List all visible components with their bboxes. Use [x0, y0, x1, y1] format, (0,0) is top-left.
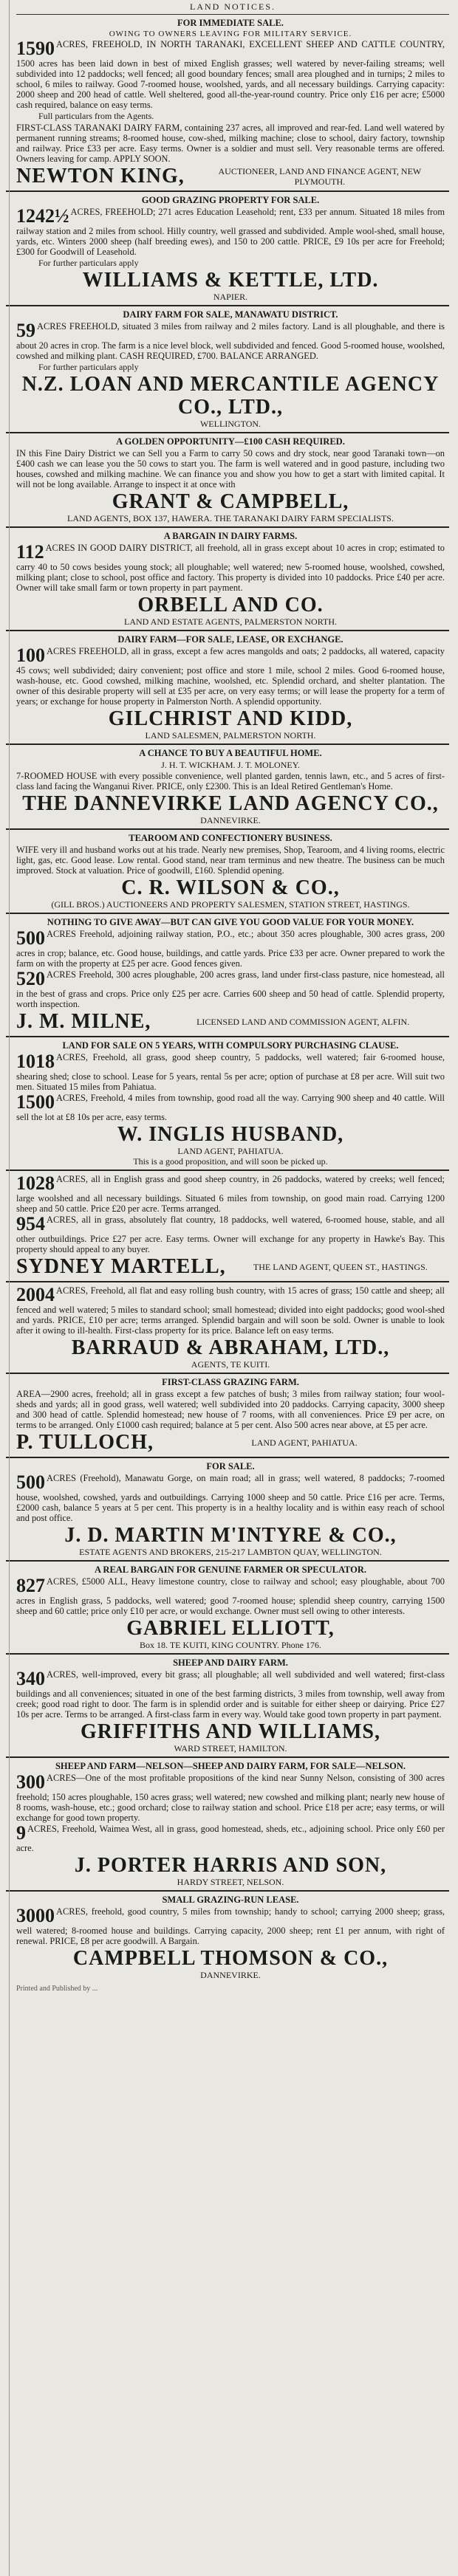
ad-body [16, 543, 445, 593]
advertisement [6, 528, 449, 631]
ad-body [16, 1576, 445, 1616]
agent-name: GRANT & CAMPBELL, [112, 490, 349, 513]
acreage-figure: 9 [16, 1822, 26, 1844]
ad-body [16, 1389, 445, 1430]
acreage-figure: 1018 [16, 1051, 55, 1072]
ad-extra-text: This is a good proposition, and will soon be picked up. [133, 1156, 328, 1167]
ad-body-text: ACRES, all in grass, absolutely flat country, 18 paddocks, well watered, 6-roomed house, stable, and all other outbuildings. Price £27 per acre. Easy terms. Owner will exchange for any property in Hawke's Bay. This property should appeal to any buyer. [16, 1215, 445, 1254]
advertisement [6, 1562, 449, 1655]
ad-heading: NOTHING TO GIVE AWAY—BUT CAN GIVE YOU GOOD VALUE FOR YOUR MONEY. [47, 917, 414, 927]
ad-body-text: AREA—2900 acres, freehold; all in grass except a few patches of bush; 3 miles from railway station; four wool-sheds and yards; all in good grass, well watered; well subdivided into 20 paddocks. Carrying capacity, 3000 sheep and 300 head of cattle. Splendid homestead; new house of 7 rooms, with all conveniences. Price £9 per acre, on terms to be arranged. Only £1000 cash required; balance at 5 per cent. Also 500 acres near above, at £5 per acre. [16, 1389, 445, 1430]
ad-body-text: ACRES, FREEHOLD; 271 acres Education Leasehold; rent, £33 per annum. Situated 18 miles from railway station and 2 miles from school. Hilly country, well grassed and subdivided. Ample wool-shed, small house, yards, etc. Winters 2000 sheep (half breeding ewes), and 150 to 200 cattle. PRICE, £9 10s per acre for Freehold; £300 for Goodwill of Leasehold. [16, 207, 445, 257]
ad-body-text: ACRES, Freehold, 4 miles from township, good road all the way. Carrying 900 sheep and 40 cattle. Will sell the lot at £8 10s per acre, easy terms. [16, 1093, 445, 1122]
agent-name: C. R. WILSON & CO., [121, 876, 340, 899]
agent-address: HARDY STREET, NELSON. [177, 1877, 284, 1887]
ad-body-text: IN this Fine Dairy District we can Sell you a Farm to carry 50 cows and dry stock, near good Taranaki town—on £400 cash we can lease you the 50 cows to start you. The farm is well watered and in good pasture, including two houses, cowshed and milking machine. We can finance you and show you how to get a start with limited capital. It will not be long available. Arrange to inspect it at once with [16, 448, 445, 490]
agent-address: AGENTS, TE KUITI. [191, 1359, 270, 1370]
agent-address: WARD STREET, HAMILTON. [174, 1743, 287, 1754]
ad-body-text: ACRES Freehold, 300 acres ploughable, 200 acres grass, land under first-class pasture, nice homestead, all in the best of grass and crops. Price only £25 per acre. Carries 600 sheep and 50 head of cattle. Splendid property, worth inspection. [16, 969, 445, 1009]
apply-line: For further particulars apply [38, 362, 139, 372]
footer-imprint: Printed and Published by ... [16, 1985, 98, 1993]
agent-name: THE DANNEVIRKE LAND AGENCY CO., [22, 792, 439, 815]
advertisement [6, 1037, 449, 1171]
ad-body-second [16, 1093, 445, 1122]
agent-signature [16, 1010, 445, 1033]
advertisement [6, 1892, 449, 1983]
ad-heading: A BARGAIN IN DAIRY FARMS. [163, 531, 298, 541]
acreage-figure: 2004 [16, 1284, 55, 1305]
acreage-figure: 100 [16, 645, 45, 666]
acreage-figure: 1500 [16, 1091, 55, 1113]
advertisement [6, 1655, 449, 1758]
ad-heading: SMALL GRAZING-RUN LEASE. [162, 1895, 299, 1905]
ad-body [16, 1052, 445, 1092]
ad-body [16, 1906, 445, 1946]
acreage-figure: 1242½ [16, 205, 69, 227]
section-header: LAND NOTICES. [16, 0, 449, 15]
ad-heading: A GOLDEN OPPORTUNITY—£100 CASH REQUIRED. [116, 436, 345, 447]
ad-body [16, 646, 445, 707]
ad-body-text: ACRES, freehold, good country, 5 miles from township; handy to school; carrying 2000 sheep; grass, well watered; 8-roomed house and buildings. Carrying capacity, 2000 sheep; rent £1 per annum, with right of renewal. PRICE, £8 per acre goodwill. A Bargain. [16, 1906, 445, 1946]
ad-heading: FIRST-CLASS GRAZING FARM. [162, 1377, 299, 1387]
agent-name: CAMPBELL THOMSON & CO., [72, 1947, 389, 1970]
agent-address: AUCTIONEER, LAND AND FINANCE AGENT, NEW PLYMOUTH. [218, 165, 422, 187]
ad-heading: SHEEP AND FARM—NELSON—SHEEP AND DAIRY FARM, FOR SALE—NELSON. [55, 1761, 406, 1771]
agent-name: J. D. MARTIN M'INTYRE & CO., [64, 1524, 397, 1547]
ad-body [16, 1285, 445, 1336]
agent-address: NAPIER. [213, 292, 248, 302]
ad-heading: TEAROOM AND CONFECTIONERY BUSINESS. [129, 833, 332, 843]
acreage-figure: 112 [16, 541, 44, 563]
agent-address: LAND SALESMEN, PALMERSTON NORTH. [145, 730, 316, 741]
advertisement [6, 745, 449, 830]
ad-body-text: ACRES, £5000 ALL, Heavy limestone country, close to railway and school; easy ploughable, about 700 acres in English grass, 5 paddocks, well watered; good 7-roomed house; splendid sheep country, carrying 1500 sheep and 60 cattle; price only £10 per acre, or would exchange. Owner must sell owing to other interests. [16, 1576, 445, 1616]
agent-name: W. INGLIS HUSBAND, [117, 1123, 344, 1146]
agent-address: ESTATE AGENTS AND BROKERS, 215-217 LAMBTON QUAY, WELLINGTON. [79, 1547, 382, 1557]
ad-body [16, 845, 445, 876]
ad-heading: SHEEP AND DAIRY FARM. [173, 1658, 288, 1668]
advertisement [6, 1458, 449, 1562]
ad-body-text: WIFE very ill and husband works out at his trade. Nearly new premises, Shop, Tearoom, and 4 living rooms, electric light, gas, etc. Good lease. Low rental. Good stand, near tram terminus and new theatre. The business can be much improved. Stock at valuation. Price of goodwill, £160. Splendid opening. [16, 845, 445, 876]
advertisement [6, 1282, 449, 1374]
ad-body-text: ACRES, all in English grass and good sheep country, in 26 paddocks, watered by creeks; well fenced; large woolshed and all necessary buildings. Situated 6 miles from township, on good main road. Carrying 1200 sheep and 50 cattle. Price £20 per acre. Terms arranged. [16, 1174, 445, 1214]
column-rule [9, 0, 10, 2576]
agent-address: LICENSED LAND AND COMMISSION AGENT, ALFIN. [196, 1016, 410, 1027]
acreage-figure: 520 [16, 968, 45, 989]
ad-body-text: ACRES—One of the most profitable propositions of the kind near Sunny Nelson, consisting of 300 acres freehold; 150 acres ploughable, 150 acres grass; well watered; new cowshed and milking plant; nearly new house of 8 rooms, wash-house, etc.; good orchard; close to railway station and school. Price £18 per acre; easy terms, or will exchange for good town property. [16, 1773, 445, 1823]
ad-heading: DAIRY FARM FOR SALE, MANAWATU DISTRICT. [123, 309, 338, 320]
land-notices-page [6, 0, 449, 2576]
advertisement [6, 433, 449, 528]
acreage-figure: 1590 [16, 38, 55, 59]
agent-name: P. TULLOCH, [16, 1431, 154, 1454]
advertisement [6, 631, 449, 745]
ad-heading: A CHANCE TO BUY A BEAUTIFUL HOME. [139, 748, 322, 758]
acreage-figure: 3000 [16, 1905, 55, 1926]
agent-name: GILCHRIST AND KIDD, [108, 707, 353, 730]
agent-name: N.Z. LOAN AND MERCANTILE AGENCY CO., LTD., [21, 373, 440, 419]
agent-name: GRIFFITHS AND WILLIAMS, [80, 1720, 380, 1743]
agent-address: WELLINGTON. [199, 419, 262, 429]
agent-address: DANNEVIRKE. [200, 815, 261, 825]
advertisement [6, 914, 449, 1037]
ad-body [16, 207, 445, 257]
ad-subheading: OWING TO OWNERS LEAVING FOR MILITARY SERVICE. [109, 30, 352, 38]
acreage-figure: 500 [16, 1471, 45, 1493]
advertisement [6, 1171, 449, 1282]
agent-address: LAND AGENT, PAHIATUA. [177, 1146, 284, 1156]
ad-partner-names: J. H. T. WICKHAM. J. T. MOLONEY. [161, 760, 300, 770]
agent-address: THE LAND AGENT, QUEEN ST., HASTINGS. [253, 1261, 428, 1272]
ad-heading: A REAL BARGAIN FOR GENUINE FARMER OR SPECULATOR. [94, 1565, 367, 1575]
agent-signature [16, 1255, 445, 1278]
advertisement [6, 1758, 449, 1892]
agent-address: Box 18. TE KUITI, KING COUNTRY. Phone 176. [140, 1640, 321, 1650]
agent-name: J. PORTER HARRIS AND SON, [74, 1854, 387, 1877]
advertisement [6, 192, 449, 306]
acreage-figure: 1028 [16, 1172, 55, 1194]
ad-body-second [16, 1824, 445, 1853]
ad-body-text: ACRES, Freehold, all flat and easy rolling bush country, with 15 acres of grass; 150 cattle and sheep; all fenced and well watered; 5 miles to standard school; small homestead; divided into eight paddocks; good wool-shed and yards. PRICE, £10 per acre; terms arranged. Splendid bargain and will soon be sold. Owner is unable to look after it owing to ill-health. First-class property for its price. Balance left on easy terms. [16, 1285, 445, 1336]
acreage-figure: 59 [16, 320, 35, 341]
acreage-figure: 954 [16, 1213, 45, 1234]
agent-name: NEWTON KING, [16, 165, 185, 188]
ad-heading: GOOD GRAZING PROPERTY FOR SALE. [141, 195, 320, 205]
agent-signature [16, 165, 445, 188]
acreage-figure: 300 [16, 1771, 45, 1793]
ad-body-text: ACRES (Freehold), Manawatu Gorge, on main road; all in grass; well watered, 8 paddocks; 7-roomed house, woolshed, cowshed, yards and outbuildings. Carrying 1000 sheep and 50 cattle. Price £16 per acre. Terms, £2000 cash, balance 5 years at 5 per cent. This property is in a healthy locality and is within easy reach of school and post office. [16, 1473, 445, 1523]
agent-name: SYDNEY MARTELL, [16, 1255, 226, 1278]
advertisement [6, 830, 449, 914]
ad-body-second [16, 969, 445, 1009]
agent-address: LAND AND ESTATE AGENTS, PALMERSTON NORTH. [123, 616, 337, 627]
ad-body [16, 39, 445, 110]
ad-body-text: ACRES, Freehold, all grass, good sheep country, 5 paddocks, well watered; fair 6-roomed house, shearing shed; close to school. Lease for 5 years, rental 5s per acre; option of purchase at £8 per acre. Will suit two men. Situated 15 miles from Pahiatua. [16, 1052, 445, 1092]
ad-body [16, 929, 445, 969]
ad-heading: LAND FOR SALE ON 5 YEARS, WITH COMPULSORY PURCHASING CLAUSE. [62, 1040, 399, 1051]
ad-body-text: 7-ROOMED HOUSE with every possible convenience, well planted garden, tennis lawn, etc., and 5 acres of first-class land facing the Wanganui River. PRICE, only £2300. This is an Ideal Retired Gentleman's Home. [16, 771, 445, 791]
acreage-figure: 827 [16, 1575, 45, 1596]
acreage-figure: 340 [16, 1668, 45, 1689]
agent-address: (GILL BROS.) AUCTIONEERS AND PROPERTY SALESMEN, STATION STREET, HASTINGS. [51, 899, 410, 910]
advertisement [6, 15, 449, 192]
agent-name: GABRIEL ELLIOTT, [126, 1617, 335, 1640]
ads-column [6, 15, 449, 1983]
ad-body [16, 321, 445, 361]
ad-body [16, 771, 445, 791]
agent-address: LAND AGENTS, BOX 137, HAWERA. THE TARANAKI DAIRY FARM SPECIALISTS. [67, 513, 394, 523]
agent-address: LAND AGENT, PAHIATUA. [251, 1437, 358, 1448]
ad-heading: FOR SALE. [206, 1461, 255, 1471]
acreage-figure: 500 [16, 927, 45, 949]
agent-signature [16, 1431, 445, 1454]
ad-body [16, 1174, 445, 1214]
ad-body-text: ACRES IN GOOD DAIRY DISTRICT, all freehold, all in grass except about 10 acres in crop; estimated to carry 40 to 50 cows besides young stock; all ploughable; well watered; new 5-roomed house, woolshed, cowshed, milking plant; close to school, post office and factory. This property is divided into 10 paddocks. Price £40 per acre. Owner will take small farm or town property in part payment. [16, 543, 445, 593]
ad-heading: FOR IMMEDIATE SALE. [177, 18, 284, 28]
ad-body-text: ACRES, well-improved, every bit grass; all ploughable; all well subdivided and well watered; first-class buildings and all conveniences; situated in one of the best farming districts, 3 miles from township, well away from creek; good road right to door. The farm is in splendid order and is suitable for either sheep or dairying. Price £27 10s per acre. Terms to be arranged. A first-class farm in every way. Would take good town property in part payment. [16, 1669, 445, 1720]
ad-body [16, 1473, 445, 1523]
ad-heading: DAIRY FARM—FOR SALE, LEASE, OR EXCHANGE. [117, 634, 344, 645]
apply-line: Full particulars from the Agents. [38, 111, 154, 121]
agent-name: J. M. MILNE, [16, 1010, 151, 1033]
advertisement [6, 306, 449, 433]
agent-name: BARRAUD & ABRAHAM, LTD., [71, 1336, 390, 1359]
ad-body-text: ACRES FREEHOLD, all in grass, except a few acres mangolds and oats; 2 paddocks, all watered, capacity 45 cows; well subdivided; dairy convenient; post office and store 1 mile, school 2 miles. Good 6-roomed house, wash-house, etc. Good cowshed, milking machine, woolshed, etc. Splendid orchard, and shelter plantation. The owner of this desirable property will sell at £35 per acre, on very easy terms; or will lease the property for a term of years; or exchange for house property in Palmerston North. A splendid opportunity. [16, 646, 445, 707]
agent-name: WILLIAMS & KETTLE, LTD. [82, 269, 379, 292]
agent-name: ORBELL AND CO. [137, 594, 324, 616]
ad-extra-text: FIRST-CLASS TARANAKI DAIRY FARM, containing 237 acres, all improved and rear-fed. Land well watered by permanent running streams; 8-roomed house, cow-shed, milking machine; close to school, dairy factory, township and railway. Price £33 per acre. Easy terms. Owner is a soldier and must sell. Very reasonable terms are offered. Owners leaving for camp. APPLY SOON. [16, 123, 445, 164]
ad-body [16, 1773, 445, 1823]
ad-body [16, 448, 445, 490]
apply-line: For further particulars apply [38, 258, 139, 268]
ad-body-text: ACRES FREEHOLD, situated 3 miles from railway and 2 miles factory. Land is all ploughable, and there is about 20 acres in crop. The farm is a nice level block, well subdivided and fenced. Good 5-roomed house, woolshed, cowshed and milking plant. CASH REQUIRED, £700. BALANCE ARRANGED. [16, 321, 445, 361]
ad-body-second [16, 1215, 445, 1254]
ad-body-text: ACRES, Freehold, Waimea West, all in grass, good homestead, sheds, etc., adjoining school. Price only £60 per acre. [16, 1824, 445, 1853]
ad-body [16, 1669, 445, 1720]
ad-body-text: ACRES Freehold, adjoining railway station, P.O., etc.; about 350 acres ploughable, 300 acres grass, 200 acres in crop; balance, etc. Good house, buildings, and cattle yards. Price £33 per acre. Owner prepared to work the farm on with the property at £25 per acre. Good fences given. [16, 929, 445, 969]
ad-body-text: ACRES, FREEHOLD, IN NORTH TARANAKI, EXCELLENT SHEEP AND CATTLE COUNTRY, 1500 acres has been laid down in best of mixed English grasses; well watered by never-failing streams; well subdivided into 12 paddocks; well fenced; all good boundary fences; small area ploughed and in turnips; 2 miles to school, 6 miles to railway. Good 7-roomed house, woolshed, yards, and all necessary buildings. Carrying capacity: 2000 sheep and 200 head of cattle. Well sheltered, good all-the-year-round country. Price only £16 per acre; £5000 cash required, balance on easy terms. [16, 39, 445, 110]
agent-address: DANNEVIRKE. [200, 1970, 261, 1980]
advertisement [6, 1374, 449, 1458]
